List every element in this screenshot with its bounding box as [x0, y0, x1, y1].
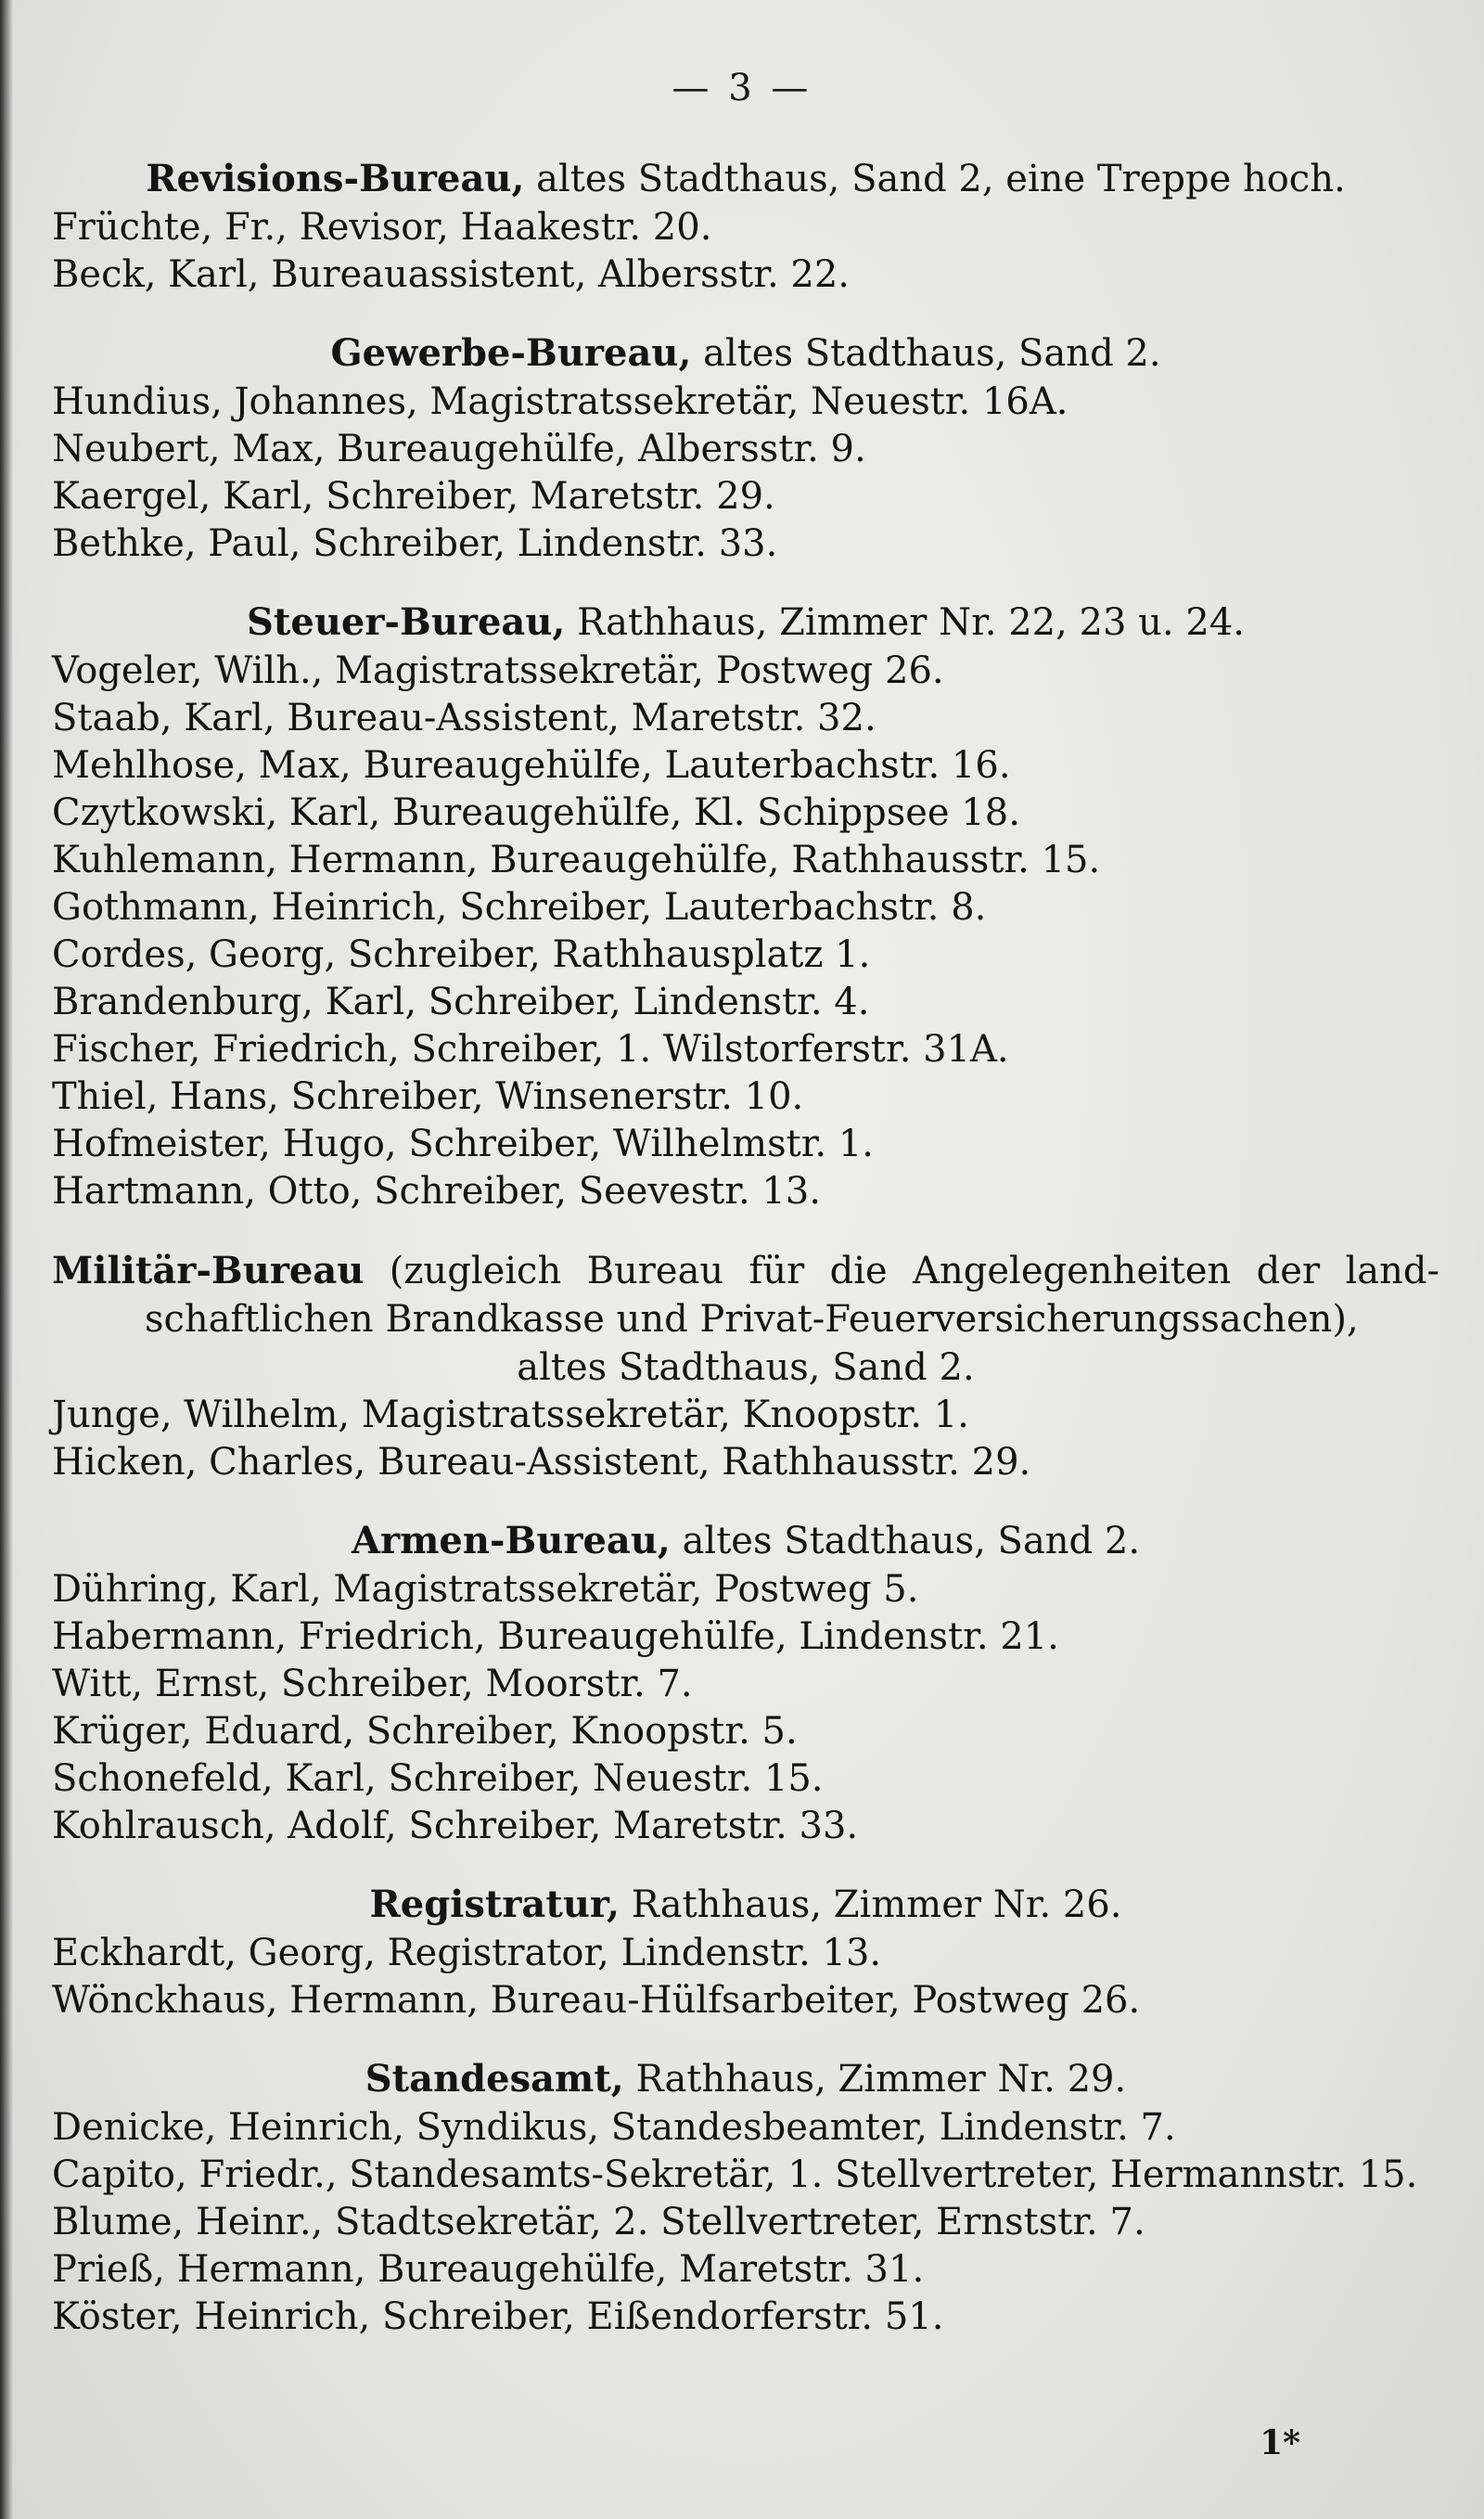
list-item: Gothmann, Heinrich, Schreiber, Lauterbachstr. 8.: [52, 886, 987, 929]
section-location: altes Stadthaus, Sand 2.: [691, 332, 1161, 375]
list-item: Köster, Heinrich, Schreiber, Eißendorferstr. 51.: [52, 2295, 944, 2338]
list-item: Neubert, Max, Bureaugehülfe, Albersstr. 9.: [52, 428, 866, 470]
section-registratur: [52, 1882, 1439, 2024]
section-title: Standesamt,: [365, 2057, 624, 2101]
list-item: Junge, Wilhelm, Magistratssekretär, Knoopstr. 1.: [52, 1394, 969, 1436]
list-item: Mehlhose, Max, Bureaugehülfe, Lauterbachstr. 16.: [52, 744, 1011, 787]
section-heading: [52, 1247, 1439, 1295]
section-heading: [52, 1882, 1439, 1928]
section-heading: [52, 2056, 1439, 2102]
section-heading: [52, 1518, 1439, 1564]
list-item: Capito, Friedr., Standesamts-Sekretär, 1. Stellvertreter, Hermannstr. 15.: [52, 2153, 1418, 2196]
section-location: altes Stadthaus, Sand 2.: [517, 1346, 975, 1389]
list-item: Bethke, Paul, Schreiber, Lindenstr. 33.: [52, 522, 778, 565]
section-steuer-bureau: [52, 599, 1439, 1215]
section-gewerbe-bureau: [52, 330, 1439, 568]
list-item: Blume, Heinr., Stadtsekretär, 2. Stellvertreter, Ernststr. 7.: [52, 2201, 1145, 2243]
directory-content: [52, 156, 1439, 2372]
section-title: Gewerbe-Bureau,: [330, 331, 692, 375]
section-heading: [52, 330, 1439, 377]
list-item: Früchte, Fr., Revisor, Haakestr. 20.: [52, 206, 712, 249]
section-location: altes Stadthaus, Sand 2, eine Treppe hoch.: [524, 158, 1346, 200]
section-heading: [52, 599, 1439, 646]
list-item: Hundius, Johannes, Magistratssekretär, Neuestr. 16A.: [52, 380, 1068, 423]
section-title: Steuer-Bureau,: [247, 600, 566, 644]
list-item: Wönckhaus, Hermann, Bureau-Hülfsarbeiter, Postweg 26.: [52, 1979, 1141, 2022]
list-item: Kohlrausch, Adolf, Schreiber, Maretstr. 33.: [52, 1805, 859, 1847]
section-standesamt: [52, 2056, 1439, 2341]
section-location: Rathhaus, Zimmer Nr. 26.: [620, 1883, 1122, 1926]
page-number: — 3 —: [672, 67, 812, 109]
list-item: Beck, Karl, Bureauassistent, Albersstr. 22.: [52, 253, 850, 296]
page-edge-shadow: [0, 0, 13, 2519]
list-item: Habermann, Friedrich, Bureaugehülfe, Lindenstr. 21.: [52, 1615, 1059, 1658]
section-revisions-bureau: [52, 156, 1439, 299]
section-title: Registratur,: [369, 1883, 620, 1926]
list-item: Hicken, Charles, Bureau-Assistent, Rathhausstr. 29.: [52, 1441, 1031, 1484]
section-location: Rathhaus, Zimmer Nr. 29.: [623, 2058, 1127, 2101]
section-armen-bureau: [52, 1518, 1439, 1850]
list-item: Staab, Karl, Bureau-Assistent, Maretstr. 32.: [52, 697, 876, 739]
list-item: Czytkowski, Karl, Bureaugehülfe, Kl. Schippsee 18.: [52, 791, 1020, 834]
list-item: Eckhardt, Georg, Registrator, Lindenstr. 13.: [52, 1932, 882, 1974]
section-location: altes Stadthaus, Sand 2.: [670, 1520, 1141, 1562]
list-item: Hartmann, Otto, Schreiber, Seevestr. 13.: [52, 1170, 822, 1213]
signature-mark: 1*: [1260, 2423, 1300, 2462]
section-location: Rathhaus, Zimmer Nr. 22, 23 u. 24.: [565, 601, 1245, 644]
list-item: Cordes, Georg, Schreiber, Rathhausplatz 1.: [52, 933, 871, 976]
section-title: Militär-Bureau: [52, 1249, 365, 1292]
list-item: Thiel, Hans, Schreiber, Winsenerstr. 10.: [52, 1075, 804, 1118]
section-title: Revisions-Bureau,: [146, 157, 525, 200]
list-item: Fischer, Friedrich, Schreiber, 1. Wilstorferstr. 31A.: [52, 1028, 1009, 1071]
list-item: Vogeler, Wilh., Magistratssekretär, Postweg 26.: [52, 649, 944, 692]
list-item: Prieß, Hermann, Bureaugehülfe, Maretstr. 31.: [52, 2248, 925, 2291]
section-heading: [52, 156, 1439, 202]
section-description-continued: schaftlichen Brandkasse und Privat-Feuerversicherungssachen),: [145, 1298, 1359, 1341]
list-item: Kaergel, Karl, Schreiber, Maretstr. 29.: [52, 475, 775, 518]
section-militaer-bureau: [52, 1247, 1439, 1486]
list-item: Schonefeld, Karl, Schreiber, Neuestr. 15.: [52, 1757, 824, 1800]
section-description: (zugleich Bureau für die Angelegenheiten der land-: [364, 1250, 1439, 1292]
list-item: Hofmeister, Hugo, Schreiber, Wilhelmstr. 1.: [52, 1123, 875, 1165]
list-item: Denicke, Heinrich, Syndikus, Standesbeamter, Lindenstr. 7.: [52, 2106, 1176, 2149]
list-item: Witt, Ernst, Schreiber, Moorstr. 7.: [52, 1663, 693, 1705]
list-item: Brandenburg, Karl, Schreiber, Lindenstr. 4.: [52, 981, 870, 1023]
list-item: Dühring, Karl, Magistratssekretär, Postweg 5.: [52, 1568, 919, 1611]
section-title: Armen-Bureau,: [351, 1519, 671, 1562]
list-item: Kuhlemann, Hermann, Bureaugehülfe, Rathhausstr. 15.: [52, 839, 1101, 881]
list-item: Krüger, Eduard, Schreiber, Knoopstr. 5.: [52, 1710, 798, 1753]
